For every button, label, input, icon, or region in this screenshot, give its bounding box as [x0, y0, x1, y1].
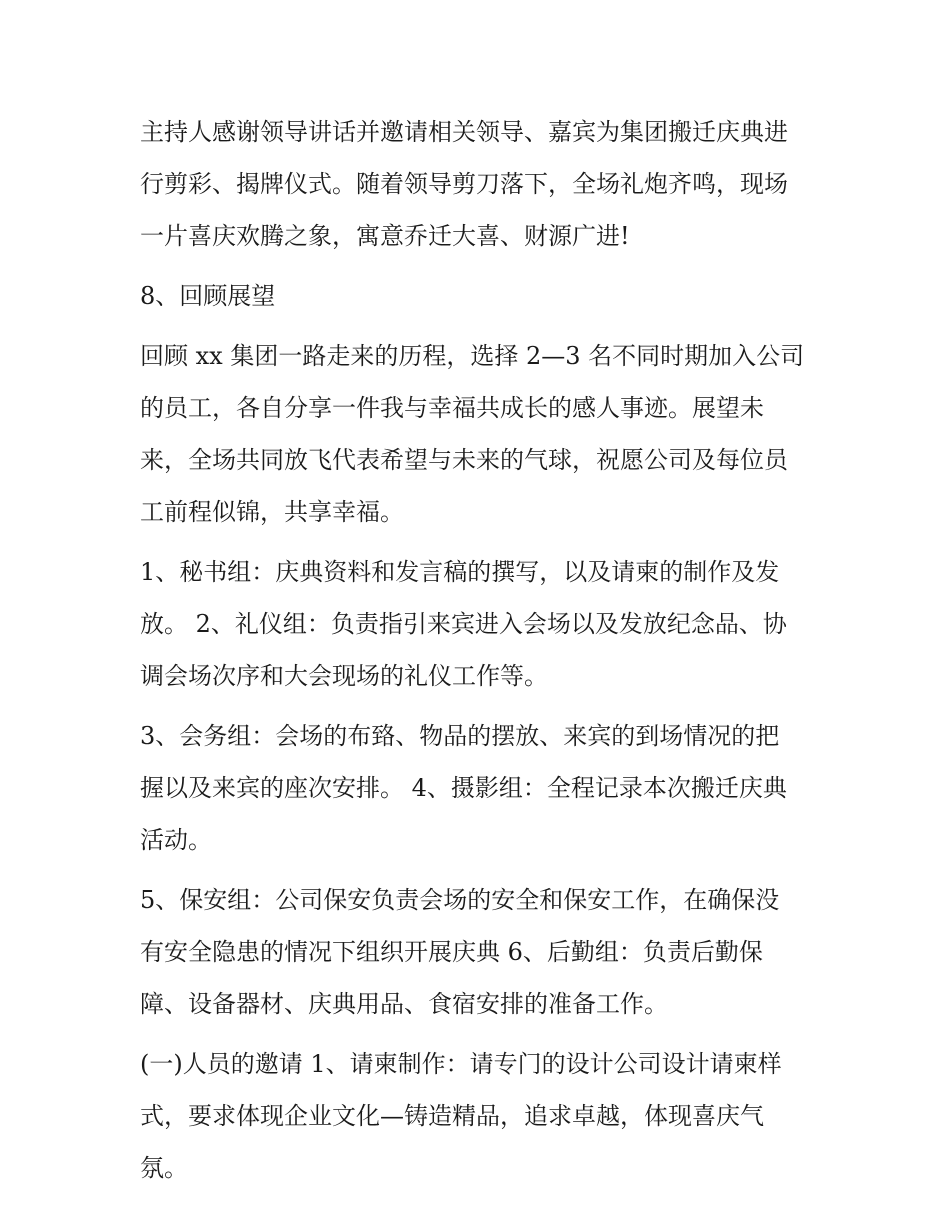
- text-line: 障、设备器材、庆典用品、食宿安排的准备工作。: [140, 990, 668, 1018]
- text-line: 回顾 xx 集团一路走来的历程，选择 2—3 名不同时期加入公司: [140, 342, 805, 370]
- text-line: 活动。: [140, 826, 212, 854]
- text-line: 5、保安组：公司保安负责会场的安全和保安工作，在确保没: [140, 886, 780, 914]
- text-line: 氛。: [140, 1154, 188, 1182]
- text-line: 一片喜庆欢腾之象，寓意乔迁大喜、财源广进!: [140, 222, 630, 250]
- text-line: 的员工，各自分享一件我与幸福共成长的感人事迹。展望未: [140, 394, 764, 422]
- paragraph-security-logistics: [140, 874, 830, 1030]
- text-line: 主持人感谢领导讲话并邀请相关领导、嘉宾为集团搬迁庆典进: [140, 118, 788, 146]
- paragraph-invitations: [140, 1038, 830, 1194]
- text-line: 来，全场共同放飞代表希望与未来的气球，祝愿公司及每位员: [140, 446, 788, 474]
- text-line: 1、秘书组：庆典资料和发言稿的撰写，以及请柬的制作及发: [140, 558, 780, 586]
- text-line: 调会场次序和大会现场的礼仪工作等。: [140, 662, 548, 690]
- text-line: 3、会务组：会场的布臵、物品的摆放、来宾的到场情况的把: [140, 722, 780, 750]
- paragraph-secretary-etiquette: [140, 546, 830, 702]
- text-line: (一)人员的邀请 1、请柬制作：请专门的设计公司设计请柬样: [140, 1050, 782, 1078]
- document-body: [140, 106, 830, 1194]
- paragraph-affairs-photography: [140, 710, 830, 866]
- text-line: 行剪彩、揭牌仪式。随着领导剪刀落下，全场礼炮齐鸣，现场: [140, 170, 788, 198]
- section-heading-review: [140, 270, 830, 322]
- paragraph-review-outlook: [140, 330, 830, 538]
- text-line: 握以及来宾的座次安排。 4、摄影组：全程记录本次搬迁庆典: [140, 774, 787, 802]
- text-line: 式，要求体现企业文化—铸造精品，追求卓越，体现喜庆气: [140, 1102, 764, 1130]
- section-heading: 8、回顾展望: [140, 282, 276, 310]
- text-line: 放。 2、礼仪组：负责指引来宾进入会场以及发放纪念品、协: [140, 610, 787, 638]
- text-line: 有安全隐患的情况下组织开展庆典 6、后勤组：负责后勤保: [140, 938, 763, 966]
- text-line: 工前程似锦，共享幸福。: [140, 498, 404, 526]
- paragraph-ribbon-cutting: [140, 106, 830, 262]
